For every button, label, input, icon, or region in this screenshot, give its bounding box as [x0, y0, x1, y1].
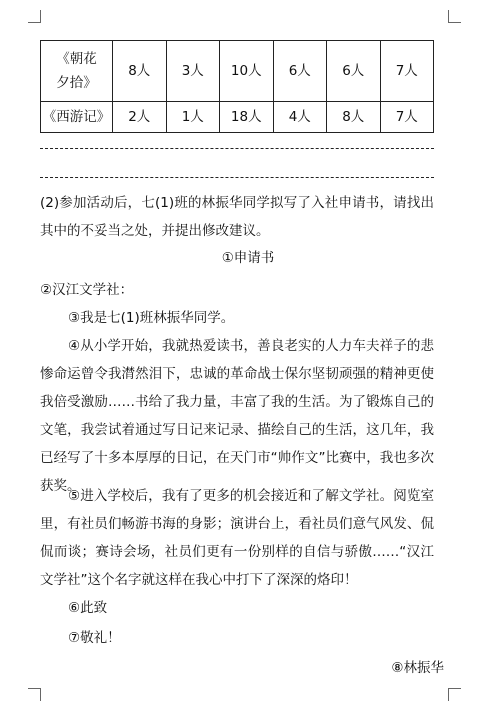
letter-paragraph-4: ④从小学开始，我就热爱读书，善良老实的人力车夫祥子的悲惨命运曾令我潸然泪下，忠诚的革命战士保尔坚韧顽强的精神更使我倍受激励……书给了我力量，丰富了我的生活。为了锻炼自己的文笔，我尝试着通过写日记来记录、描绘自己的生活，这几年，我已经写了十多本厚厚的日记，在天门市“帅作文”比赛中，我也多次获奖。	[40, 338, 434, 494]
table-row	[41, 102, 434, 133]
letter-signature: ⑧林振华	[391, 660, 444, 676]
table-cell: 2人	[113, 102, 167, 133]
book-title-line-1: 《朝花	[56, 51, 97, 67]
table-cell: 8人	[327, 102, 381, 133]
table-row	[41, 41, 434, 102]
table-cell: 10人	[220, 41, 274, 102]
table-cell: 3人	[166, 41, 220, 102]
question-text: (2)参加活动后，七(1)班的林振华同学拟写了入社申请书，请找出其中的不妥当之处，并提出修改建议。	[40, 195, 434, 239]
table-cell: 8人	[113, 41, 167, 102]
page-corner-mark-bottom-left	[28, 688, 41, 701]
letter-paragraph-5: ⑤进入学校后，我有了更多的机会接近和了解文学社。阅览室里，有社员们畅游书海的身影；演讲台上，看社员们意气风发、侃侃而谈；赛诗会场，社员们更有一份别样的自信与骄傲……“汉江文学社”这个名字就这样在我心中打下了深深的烙印！	[40, 488, 434, 588]
table-cell: 6人	[273, 41, 327, 102]
book-title-line-2: 夕拾》	[56, 75, 97, 91]
table-cell: 6人	[327, 41, 381, 102]
table-cell: 18人	[220, 102, 274, 133]
table-cell: 7人	[380, 41, 434, 102]
answer-line-1	[40, 148, 434, 149]
page-corner-mark-top-left	[28, 10, 41, 23]
reading-stats-table	[40, 40, 434, 133]
table-cell: 4人	[273, 102, 327, 133]
answer-line-2	[40, 177, 434, 178]
letter-title: ①申请书	[221, 250, 275, 266]
letter-closing-2: ⑦敬礼！	[68, 630, 121, 646]
letter-salutation: ②汉江文学社：	[40, 282, 134, 298]
table-cell: 1人	[166, 102, 220, 133]
table-cell: 7人	[380, 102, 434, 133]
letter-paragraph-3: ③我是七(1)班林振华同学。	[68, 310, 235, 326]
table-cell-book-title: 《西游记》	[41, 102, 113, 133]
letter-closing-1: ⑥此致	[68, 600, 108, 616]
page-corner-mark-bottom-right	[448, 688, 461, 701]
page-corner-mark-top-right	[448, 10, 461, 23]
table-cell-book-title	[41, 41, 113, 102]
